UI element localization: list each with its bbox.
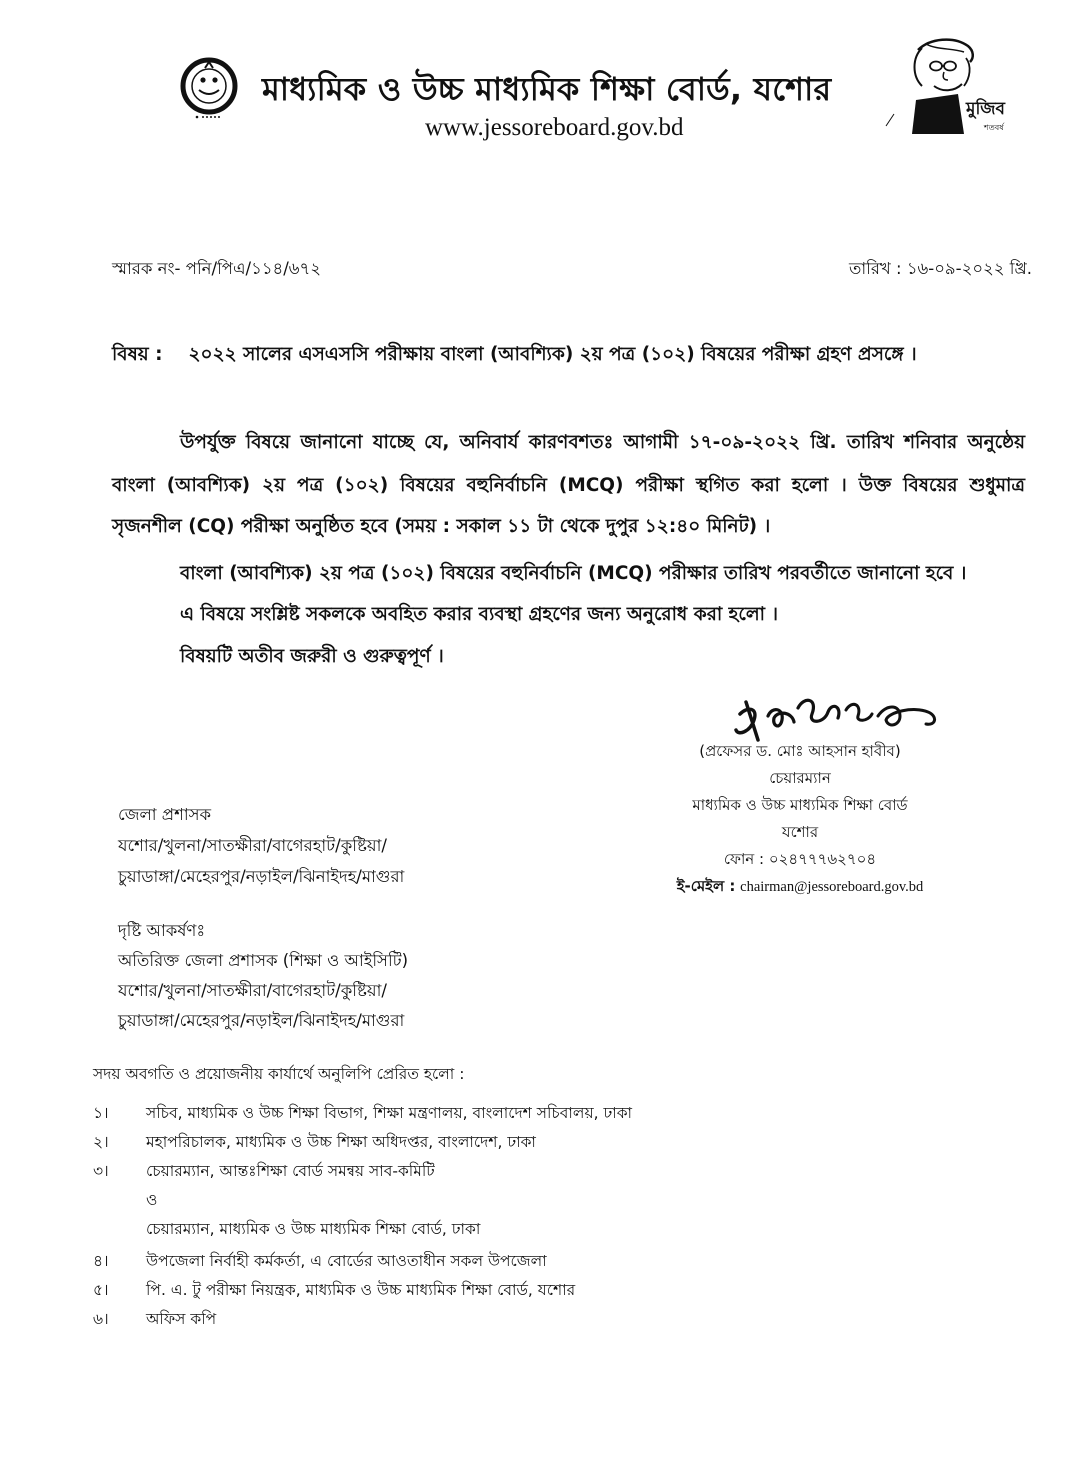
list-item-number: ৫। [93, 1281, 109, 1299]
list-item-text: পি. এ. টু পরীক্ষা নিয়ন্ত্রক, মাধ্যমিক ও উচ্চ মাধ্যমিক শিক্ষা বোর্ড, যশোর [146, 1281, 576, 1299]
list-item-number: ৪। [93, 1252, 109, 1270]
attention-districts-line: যশোর/খুলনা/সাতক্ষীরা/বাগেরহাট/কুষ্টিয়া/ [118, 981, 387, 1000]
body-paragraph: বিষয়টি অতীব জরুরী ও গুরুত্বপূর্ণ । [180, 646, 444, 667]
recipient-districts-line: চুয়াডাঙ্গা/মেহেরপুর/নড়াইল/ঝিনাইদহ/মাগুরা [118, 867, 405, 886]
list-item [93, 1157, 632, 1186]
recipient-districts-line: যশোর/খুলনা/সাতক্ষীরা/বাগেরহাট/কুষ্টিয়া/ [118, 836, 387, 855]
subject-line [112, 340, 917, 371]
list-item [93, 1276, 632, 1305]
list-item [93, 1099, 632, 1128]
attention-districts-line: চুয়াডাঙ্গা/মেহেরপুর/নড়াইল/ঝিনাইদহ/মাগুরা [118, 1011, 405, 1030]
subject-text: ২০২২ সালের এসএসসি পরীক্ষায় বাংলা (আবশ্যিক) ২য় পত্র (১০২) বিষয়ের পরীক্ষা গ্রহণ প্রসঙ্গে । [188, 344, 917, 365]
list-item-text: অফিস কপি [146, 1310, 217, 1328]
signatory-email: chairman@jessoreboard.gov.bd [740, 879, 924, 895]
signatory-designation: চেয়ারম্যান [769, 769, 831, 787]
recipient-title: জেলা প্রশাসক [118, 805, 212, 824]
mujib-logo-subtext: শতবর্ষ [984, 123, 1004, 132]
list-item [93, 1305, 632, 1334]
body-paragraph: বাংলা (আবশ্যিক) ২য় পত্র (১০২) বিষয়ের বহুনির্বাচনি (MCQ) পরীক্ষার তারিখ পরবর্তীতে জানানো হবে । [180, 563, 967, 584]
signatory-email-line [630, 873, 970, 901]
signatory-block [630, 738, 970, 901]
list-item-continuation [93, 1215, 632, 1244]
list-item-number: ২। [93, 1133, 109, 1151]
body-paragraph-line: সৃজনশীল (CQ) পরীক্ষা অনুষ্ঠিত হবে (সময় : সকাল ১১ টা থেকে দুপুর ১২:৪০ মিনিট) । [112, 516, 771, 537]
body-paragraph-line: বাংলা (আবশ্যিক) ২য় পত্র (১০২) বিষয়ের বহুনির্বাচনি (MCQ) পরীক্ষা স্থগিত করা হলো । উক্ত বিষয়ের শুধুমাত্র [112, 475, 1025, 496]
list-item-text: চেয়ারম্যান, আন্তঃশিক্ষা বোর্ড সমন্বয় সাব-কমিটি [146, 1162, 435, 1180]
board-title: মাধ্যমিক ও উচ্চ মাধ্যমিক শিক্ষা বোর্ড, যশোর [262, 70, 832, 108]
attention-title: অতিরিক্ত জেলা প্রশাসক (শিক্ষা ও আইসিটি) [118, 951, 409, 970]
signatory-phone: ফোন : ০২৪৭৭৭৬২৭০৪ [723, 850, 877, 868]
memo-date: তারিখ : ১৬-০৯-২০২২ খ্রি. [848, 259, 1032, 278]
body-paragraph: এ বিষয়ে সংশ্লিষ্ট সকলকে অবহিত করার ব্যবস্থা গ্রহণের জন্য অনুরোধ করা হলো । [180, 604, 779, 625]
copy-list [93, 1099, 632, 1334]
list-item-text: উপজেলা নির্বাহী কর্মকর্তা, এ বোর্ডের আওতাধীন সকল উপজেলা [146, 1252, 547, 1270]
list-item-number: ১। [93, 1104, 109, 1122]
list-item-text: চেয়ারম্যান, মাধ্যমিক ও উচ্চ মাধ্যমিক শিক্ষা বোর্ড, ঢাকা [146, 1220, 481, 1238]
list-item-number: ৬। [93, 1310, 109, 1328]
memo-number: স্মারক নং- পনি/পিএ/১১৪/৬৭২ [112, 259, 321, 278]
recipients-block [118, 799, 404, 892]
board-website: www.jessoreboard.gov.bd [425, 114, 684, 141]
list-item [93, 1128, 632, 1157]
copy-intro: সদয় অবগতি ও প্রয়োজনীয় কার্যার্থে অনুলিপি প্রেরিত হলো : [93, 1065, 465, 1083]
list-item-text: মহাপরিচালক, মাধ্যমিক ও উচ্চ শিক্ষা অধিদপ্তর, বাংলাদেশ, ঢাকা [146, 1133, 536, 1151]
attention-label: দৃষ্টি আকর্ষণঃ [118, 921, 206, 940]
list-item-text: ও [146, 1191, 158, 1209]
subject-label: বিষয় : [112, 344, 163, 365]
list-item-continuation [93, 1186, 632, 1215]
mujib-logo-text: মুজিব [966, 99, 1005, 119]
body-paragraph-line: উপর্যুক্ত বিষয়ে জানানো যাচ্ছে যে, অনিবার্য কারণবশতঃ আগামী ১৭-০৯-২০২২ খ্রি. তারিখ শনিবার অনুষ্ঠেয় [180, 432, 1025, 453]
attention-block [118, 916, 408, 1036]
signatory-name: (প্রফেসর ড. মোঃ আহসান হাবীব) [699, 742, 901, 760]
board-emblem-icon [175, 56, 247, 122]
email-label: ই-মেইল : [676, 877, 736, 895]
signatory-organization: মাধ্যমিক ও উচ্চ মাধ্যমিক শিক্ষা বোর্ড [692, 796, 908, 814]
list-item-text: সচিব, মাধ্যমিক ও উচ্চ শিক্ষা বিভাগ, শিক্ষা মন্ত্রণালয়, বাংলাদেশ সচিবালয়, ঢাকা [146, 1104, 633, 1122]
list-item [93, 1247, 632, 1276]
mujib-borsho-logo-icon [882, 36, 1017, 136]
list-item-number: ৩। [93, 1162, 109, 1180]
signatory-city: যশোর [781, 823, 819, 841]
